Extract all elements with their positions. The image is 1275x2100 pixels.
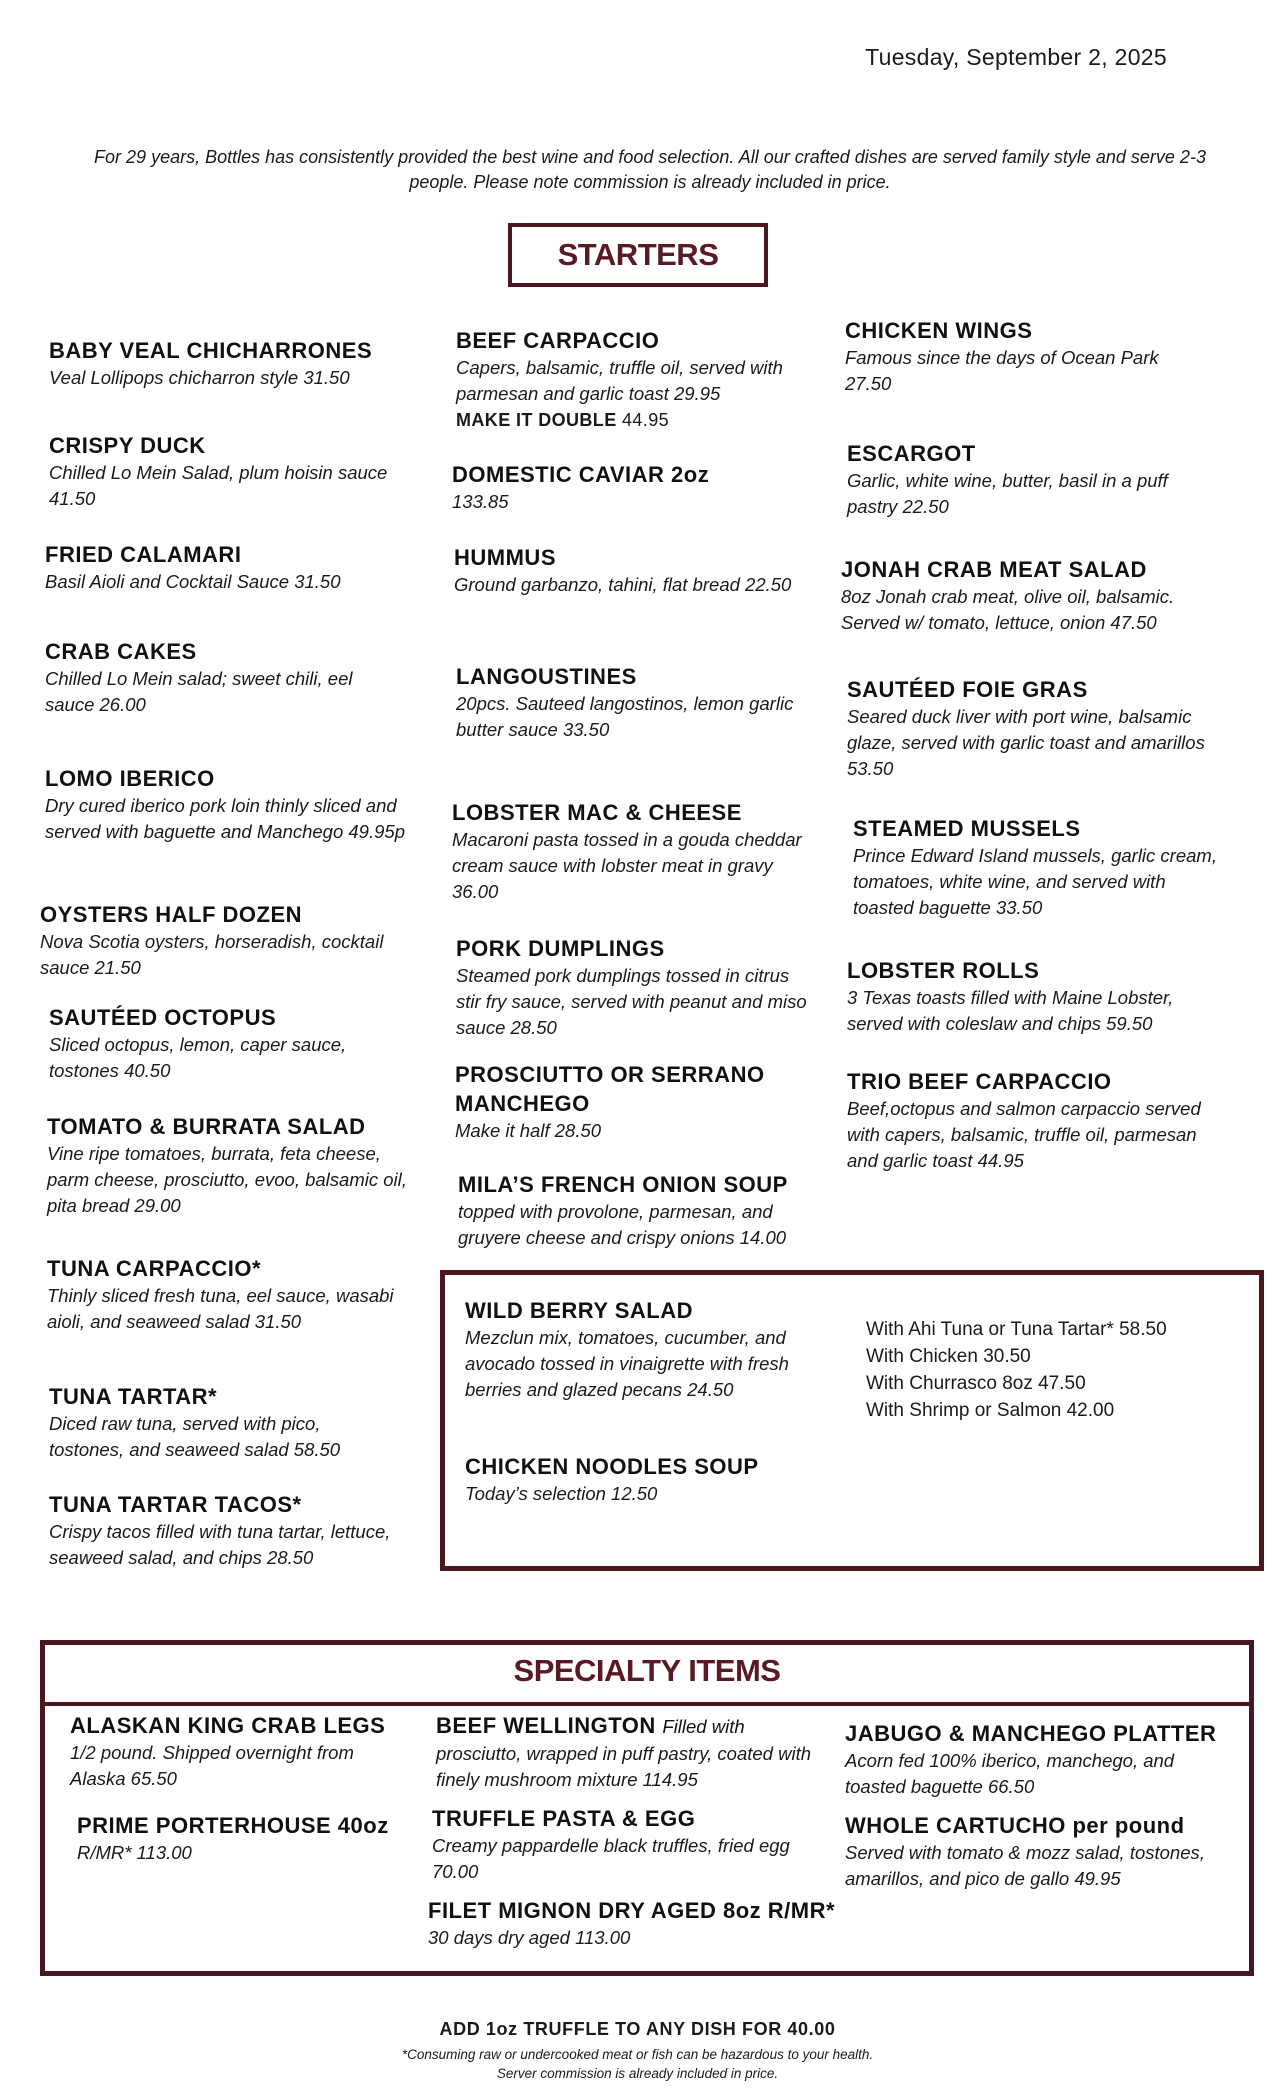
item-name: CHICKEN WINGS <box>845 318 1033 343</box>
item-name: FILET MIGNON DRY AGED 8oz R/MR* <box>428 1898 836 1923</box>
item-name: TUNA TARTAR TACOS* <box>49 1492 302 1517</box>
item-name: WHOLE CARTUCHO per pound <box>845 1813 1185 1838</box>
menu-item <box>77 1811 407 1866</box>
item-desc: Capers, balsamic, truffle oil, served with parmesan and garlic toast 29.95 <box>456 357 783 404</box>
menu-item <box>40 900 410 981</box>
menu-item <box>47 1112 407 1219</box>
menu-item <box>428 1896 858 1951</box>
item-name: TUNA TARTAR* <box>49 1384 218 1409</box>
menu-item <box>45 637 385 718</box>
item-name: TRUFFLE PASTA & EGG <box>432 1806 696 1831</box>
item-name: FRIED CALAMARI <box>45 542 242 567</box>
item-desc: Seared duck liver with port wine, balsamic glaze, served with garlic toast and amarillos 53.50 <box>847 706 1205 779</box>
menu-item <box>49 336 409 391</box>
item-name: CHICKEN NOODLES SOUP <box>465 1454 759 1479</box>
item-desc: Diced raw tuna, served with pico, tostones, and seaweed salad 58.50 <box>49 1413 341 1460</box>
item-name: TUNA CARPACCIO* <box>47 1256 262 1281</box>
item-desc: Sliced octopus, lemon, caper sauce, tostones 40.50 <box>49 1034 347 1081</box>
item-desc: Steamed pork dumplings tossed in citrus stir fry sauce, served with peanut and miso sauce 28.50 <box>456 965 807 1038</box>
item-desc: Macaroni pasta tossed in a gouda cheddar cream sauce with lobster meat in gravy 36.00 <box>452 829 802 902</box>
menu-item <box>454 543 794 598</box>
menu-item <box>847 675 1217 782</box>
menu-item <box>847 1067 1217 1174</box>
item-desc: Basil Aioli and Cocktail Sauce 31.50 <box>45 571 341 592</box>
menu-item <box>49 431 409 512</box>
commission-note: Server commission is already included in price. <box>496 2066 779 2081</box>
item-name: JONAH CRAB MEAT SALAD <box>841 557 1147 582</box>
menu-item <box>432 1804 792 1885</box>
item-desc: 30 days dry aged 113.00 <box>428 1927 631 1948</box>
salad-addons <box>866 1316 1167 1424</box>
item-desc: Garlic, white wine, butter, basil in a puff pastry 22.50 <box>847 470 1168 517</box>
item-desc: Served with tomato & mozz salad, tostones, amarillos, and pico de gallo 49.95 <box>845 1842 1205 1889</box>
item-name: HUMMUS <box>454 545 556 570</box>
item-name: TRIO BEEF CARPACCIO <box>847 1069 1112 1094</box>
item-name <box>436 1711 816 1741</box>
menu-item <box>847 439 1207 520</box>
item-name: TOMATO & BURRATA SALAD <box>47 1114 366 1139</box>
menu-item <box>452 798 812 905</box>
menu-item <box>49 1382 389 1463</box>
item-desc: topped with provolone, parmesan, and gruyere cheese and crispy onions 14.00 <box>458 1201 787 1248</box>
menu-item <box>465 1296 820 1403</box>
menu-item <box>841 555 1211 636</box>
item-desc: Today’s selection 12.50 <box>465 1483 658 1504</box>
item-name: ESCARGOT <box>847 441 976 466</box>
menu-item <box>853 814 1223 921</box>
item-desc: Mezclun mix, tomatoes, cucumber, and avocado tossed in vinaigrette with fresh berries and glazed pecans 24.50 <box>465 1327 789 1400</box>
menu-item <box>47 1254 407 1335</box>
item-desc: Famous since the days of Ocean Park 27.50 <box>845 347 1159 394</box>
item-desc: Ground garbanzo, tahini, flat bread 22.50 <box>454 574 792 595</box>
item-desc: Chilled Lo Mein salad; sweet chili, eel sauce 26.00 <box>45 668 353 715</box>
menu-date: Tuesday, September 2, 2025 <box>865 44 1167 70</box>
item-name: CRAB CAKES <box>45 639 197 664</box>
specialty-heading: SPECIALTY ITEMS <box>40 1640 1254 1706</box>
menu-item <box>49 1490 399 1571</box>
item-name: PORK DUMPLINGS <box>456 936 665 961</box>
item-name: BABY VEAL CHICHARRONES <box>49 338 373 363</box>
item-name: WILD BERRY SALAD <box>465 1298 693 1323</box>
item-desc: R/MR* 113.00 <box>77 1842 192 1863</box>
menu-item <box>845 316 1185 397</box>
item-name: LOMO IBERICO <box>45 766 215 791</box>
menu-item <box>458 1170 818 1251</box>
menu-item <box>452 460 812 515</box>
item-name: LOBSTER MAC & CHEESE <box>452 800 742 825</box>
item-desc: Acorn fed 100% iberico, manchego, and toasted baguette 66.50 <box>845 1750 1175 1797</box>
item-name: JABUGO & MANCHEGO PLATTER <box>845 1721 1217 1746</box>
item-name: BEEF CARPACCIO <box>456 328 660 353</box>
item-name: LOBSTER ROLLS <box>847 958 1040 983</box>
item-desc: 20pcs. Sauteed langostinos, lemon garlic butter sauce 33.50 <box>456 693 794 740</box>
menu-item <box>45 764 405 845</box>
item-desc: Veal Lollipops chicharron style 31.50 <box>49 367 350 388</box>
item-desc: 8oz Jonah crab meat, olive oil, balsamic. Served w/ tomato, lettuce, onion 47.50 <box>841 586 1175 633</box>
item-name: STEAMED MUSSELS <box>853 816 1081 841</box>
item-desc: Make it half 28.50 <box>455 1120 602 1141</box>
footer-disclaimer <box>0 2045 1275 2083</box>
item-name: MILA’S FRENCH ONION SOUP <box>458 1172 788 1197</box>
item-name: PROSCIUTTO OR SERRANO <box>455 1062 765 1087</box>
extra-price: 44.95 <box>622 410 670 430</box>
item-name: MANCHEGO <box>455 1091 590 1116</box>
item-desc: Thinly sliced fresh tuna, eel sauce, wasabi aioli, and seaweed salad 31.50 <box>47 1285 394 1332</box>
menu-item <box>845 1719 1225 1800</box>
item-name: ALASKAN KING CRAB LEGS <box>70 1713 386 1738</box>
item-name: DOMESTIC CAVIAR 2oz <box>452 462 710 487</box>
item-desc: 1/2 pound. Shipped overnight from Alaska 65.50 <box>70 1742 354 1789</box>
truffle-addon-note: ADD 1oz TRUFFLE TO ANY DISH FOR 40.00 <box>439 2019 836 2039</box>
starters-heading: STARTERS <box>508 223 768 287</box>
addon-line: With Churrasco 8oz 47.50 <box>866 1373 1086 1394</box>
item-desc: Prince Edward Island mussels, garlic cream, tomatoes, white wine, and served with toasted baguette 33.50 <box>853 845 1217 918</box>
item-extra <box>456 407 816 433</box>
item-desc: Chilled Lo Mein Salad, plum hoisin sauce 41.50 <box>49 462 388 509</box>
intro-text: For 29 years, Bottles has consistently provided the best wine and food selection. All our crafted dishes are served family style and serve 2-3 people. Please note commission is already included in price. <box>94 147 1206 192</box>
menu-item <box>436 1711 816 1793</box>
raw-food-warning: *Consuming raw or undercooked meat or fish can be hazardous to your health. <box>401 2047 874 2062</box>
menu-item <box>465 1452 820 1507</box>
item-desc: Crispy tacos filled with tuna tartar, lettuce, seaweed salad, and chips 28.50 <box>49 1521 391 1568</box>
extra-label: MAKE IT DOUBLE <box>456 410 617 430</box>
item-name: LANGOUSTINES <box>456 664 637 689</box>
item-desc: Creamy pappardelle black truffles, fried egg 70.00 <box>432 1835 790 1882</box>
addon-line: With Shrimp or Salmon 42.00 <box>866 1400 1115 1421</box>
item-desc: Beef,octopus and salmon carpaccio served with capers, balsamic, truffle oil, parmesan and garlic toast 44.95 <box>847 1098 1201 1171</box>
menu-item <box>455 1060 815 1144</box>
item-desc: 3 Texas toasts filled with Maine Lobster, served with coleslaw and chips 59.50 <box>847 987 1174 1034</box>
menu-item <box>70 1711 400 1792</box>
item-name: CRISPY DUCK <box>49 433 206 458</box>
addon-line: With Chicken 30.50 <box>866 1346 1031 1367</box>
item-name-text: BEEF WELLINGTON <box>436 1713 656 1738</box>
item-name: SAUTÉED FOIE GRAS <box>847 677 1088 702</box>
menu-item <box>456 934 816 1041</box>
menu-item <box>45 540 405 595</box>
menu-item <box>456 662 816 743</box>
item-desc: prosciutto, wrapped in puff pastry, coated with finely mushroom mixture 114.95 <box>436 1743 811 1790</box>
item-desc: 133.85 <box>452 491 509 512</box>
item-desc: Vine ripe tomatoes, burrata, feta cheese, parm cheese, prosciutto, evoo, balsamic oil, pita bread 29.00 <box>47 1143 407 1216</box>
menu-item <box>49 1003 389 1084</box>
item-name: PRIME PORTERHOUSE 40oz <box>77 1813 389 1838</box>
item-name: OYSTERS HALF DOZEN <box>40 902 303 927</box>
menu-item <box>847 956 1207 1037</box>
item-desc-inline: Filled with <box>662 1716 745 1737</box>
menu-item <box>845 1811 1225 1892</box>
item-name: SAUTÉED OCTOPUS <box>49 1005 277 1030</box>
item-desc: Nova Scotia oysters, horseradish, cocktail sauce 21.50 <box>40 931 384 978</box>
menu-item <box>456 326 816 433</box>
addon-line: With Ahi Tuna or Tuna Tartar* 58.50 <box>866 1319 1167 1340</box>
item-desc: Dry cured iberico pork loin thinly sliced and served with baguette and Manchego 49.95p <box>45 795 405 842</box>
